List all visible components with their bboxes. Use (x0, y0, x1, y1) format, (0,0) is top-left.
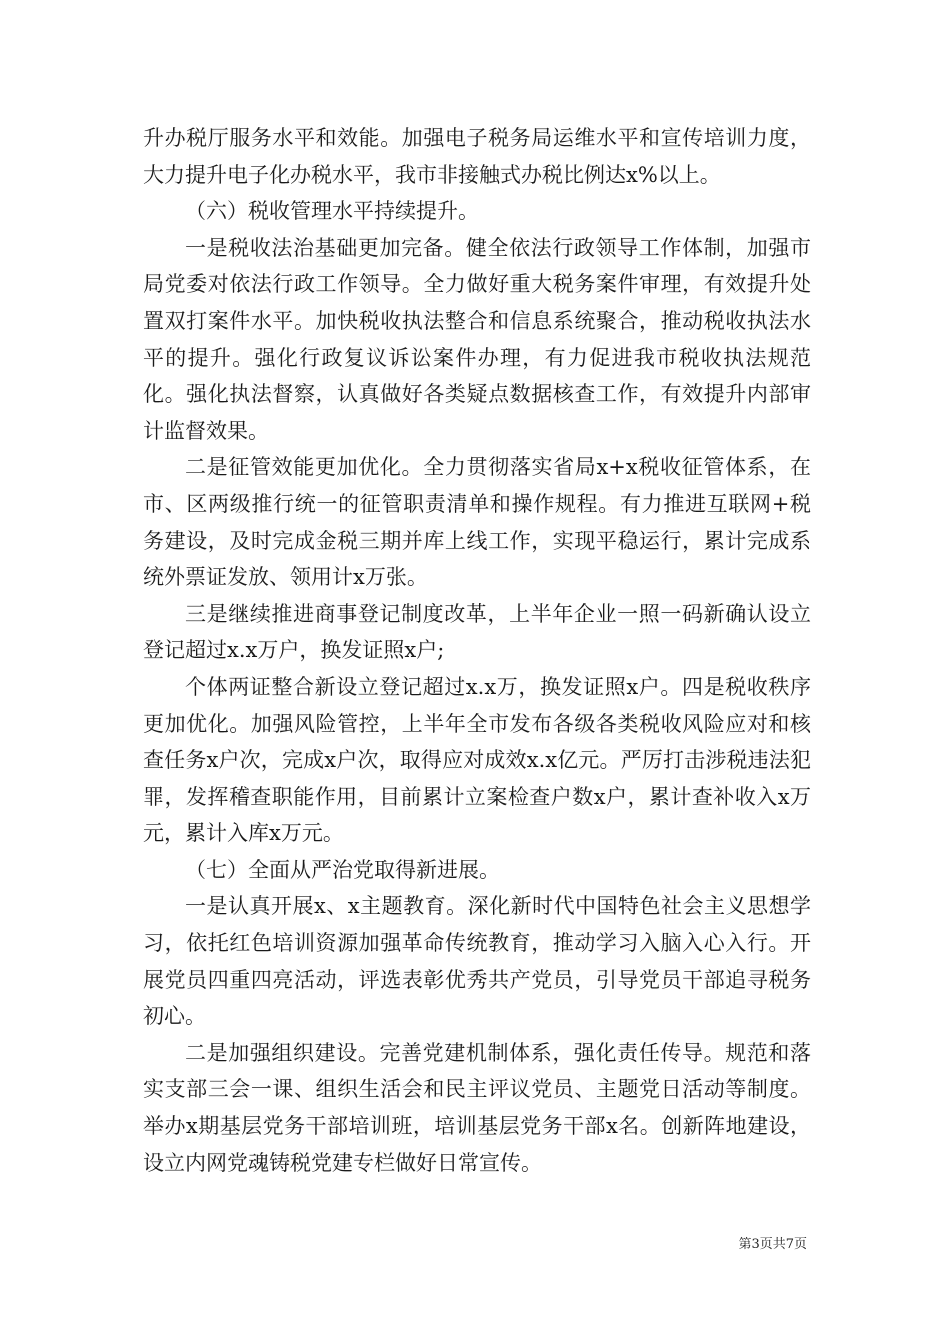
paragraph-organization-building: 二是加强组织建设。完善党建机制体系，强化责任传导。规范和落实支部三会一课、组织生活会和民主评议党员、主题党日活动等制度。举办x期基层党务干部培训班，培训基层党务干部x名。创新阵地建设，设立内网党魂铸税党建专栏做好日常宣传。 (143, 1040, 811, 1175)
paragraph-collection-efficiency: 二是征管效能更加优化。全力贯彻落实省局x+x税收征管体系，在市、区两级推行统一的征管职责清单和操作规程。有力推进互联网+税务建设，及时完成金税三期并库上线工作，实现平稳运行，累计完成系统外票证发放、领用计x万张。 (143, 455, 811, 590)
section-heading-six: （六）税收管理水平持续提升。 (185, 199, 479, 224)
paragraph-tax-order: 个体两证整合新设立登记超过x.x万，换发证照x户。四是税收秩序更加优化。加强风险管控，上半年全市发布各级各类税收风险应对和核查任务x户次，完成x户次，取得应对成效x.x亿元。严厉打击涉税违法犯罪，发挥稽查职能作用，目前累计立案检查户数x户，累计查补收入x万元，累计入库x万元。 (143, 674, 811, 846)
paragraph-registration-reform: 三是继续推进商事登记制度改革，上半年企业一照一码新确认设立登记超过x.x万户，换发证照x户; (143, 601, 811, 663)
paragraph-tax-law: 一是税收法治基础更加完备。健全依法行政领导工作体制，加强市局党委对依法行政工作领导。全力做好重大税务案件审理，有效提升处置双打案件水平。加快税收执法整合和信息系统聚合，推动税收执法水平的提升。强化行政复议诉讼案件办理，有力促进我市税收执法规范化。强化执法督察，认真做好各类疑点数据核查工作，有效提升内部审计监督效果。 (143, 235, 811, 443)
document-body (143, 120, 811, 1181)
section-heading-seven: （七）全面从严治党取得新进展。 (185, 857, 500, 882)
paragraph-theme-education: 一是认真开展x、x主题教育。深化新时代中国特色社会主义思想学习，依托红色培训资源加强革命传统教育，推动学习入脑入心入行。开展党员四重四亮活动，评选表彰优秀共产党员，引导党员干部追寻税务初心。 (143, 894, 811, 1029)
paragraph-continuation: 升办税厅服务水平和效能。加强电子税务局运维水平和宣传培训力度，大力提升电子化办税水平，我市非接触式办税比例达x%以上。 (143, 126, 811, 187)
page-number-footer: 第3页共7页 (738, 1237, 807, 1252)
